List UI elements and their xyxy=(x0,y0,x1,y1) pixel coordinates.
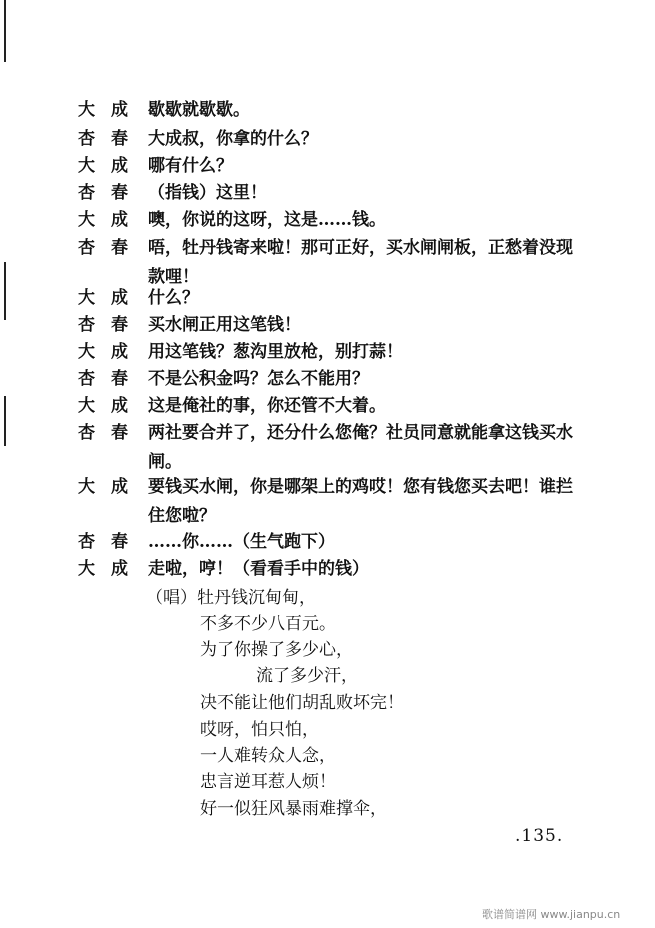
watermark: 歌谱简谱网 www.jianpu.cn xyxy=(482,908,621,921)
speaker-name: 杏春 xyxy=(78,183,144,203)
speaker-name: 大成 xyxy=(78,100,144,120)
speaker-name: 大成 xyxy=(78,156,144,176)
speaker-name: 大成 xyxy=(78,559,144,579)
dialogue-line: ……你……（生气跑下） xyxy=(148,532,335,552)
song-line: 好一似狂风暴雨难撑伞， xyxy=(200,799,387,819)
speaker-name: 大成 xyxy=(78,342,144,362)
dialogue-line: 噢，你说的这呀，这是……钱。 xyxy=(148,210,386,230)
page-number: .135. xyxy=(515,826,564,846)
dialogue-line: 这是俺社的事，你还管不大着。 xyxy=(148,396,386,416)
dialogue-line: 不是公积金吗？怎么不能用？ xyxy=(148,369,369,389)
dialogue-line: 什么？ xyxy=(148,288,199,308)
dialogue-line: 买水闸正用这笔钱！ xyxy=(148,315,301,335)
dialogue-line: 两社要合并了，还分什么您俺？社员同意就能拿这钱买水闸。 xyxy=(148,423,573,472)
dialogue-line: 要钱买水闸，你是哪架上的鸡哎！您有钱您买去吧！谁拦住您啦？ xyxy=(148,477,573,526)
speaker-name: 大成 xyxy=(78,396,144,416)
song-line: （唱）牡丹钱沉甸甸， xyxy=(146,588,316,608)
speaker-name: 杏春 xyxy=(78,238,144,258)
dialogue-line: （指钱）这里！ xyxy=(148,183,267,203)
speaker-name: 大成 xyxy=(78,210,144,230)
dialogue-line: 歇歇就歇歇。 xyxy=(148,100,250,120)
song-line: 流了多少汗， xyxy=(256,666,358,686)
speaker-name: 杏春 xyxy=(78,315,144,335)
song-line: 为了你操了多少心， xyxy=(200,640,353,660)
dialogue-line: 用这笔钱？葱沟里放枪，别打蒜！ xyxy=(148,342,403,362)
song-line: 忠言逆耳惹人烦！ xyxy=(200,772,336,792)
speaker-name: 杏春 xyxy=(78,532,144,552)
song-line: 决不能让他们胡乱败坏完！ xyxy=(200,693,404,713)
speaker-name: 大成 xyxy=(78,288,144,308)
speaker-name: 大成 xyxy=(78,477,144,497)
dialogue-line: 大成叔，你拿的什么？ xyxy=(148,129,318,149)
speaker-name: 杏春 xyxy=(78,423,144,443)
speaker-name: 杏春 xyxy=(78,369,144,389)
song-line: 哎呀，怕只怕， xyxy=(200,720,319,740)
dialogue-line: 走啦，哼！（看看手中的钱） xyxy=(148,559,369,579)
dialogue-line: 哪有什么？ xyxy=(148,156,233,176)
dialogue-line: 唔，牡丹钱寄来啦！那可正好，买水闸闸板，正愁着没现款哩！ xyxy=(148,238,573,287)
song-line: 不多不少八百元。 xyxy=(200,614,336,634)
song-line: 一人难转众人念， xyxy=(200,746,336,766)
speaker-name: 杏春 xyxy=(78,129,144,149)
